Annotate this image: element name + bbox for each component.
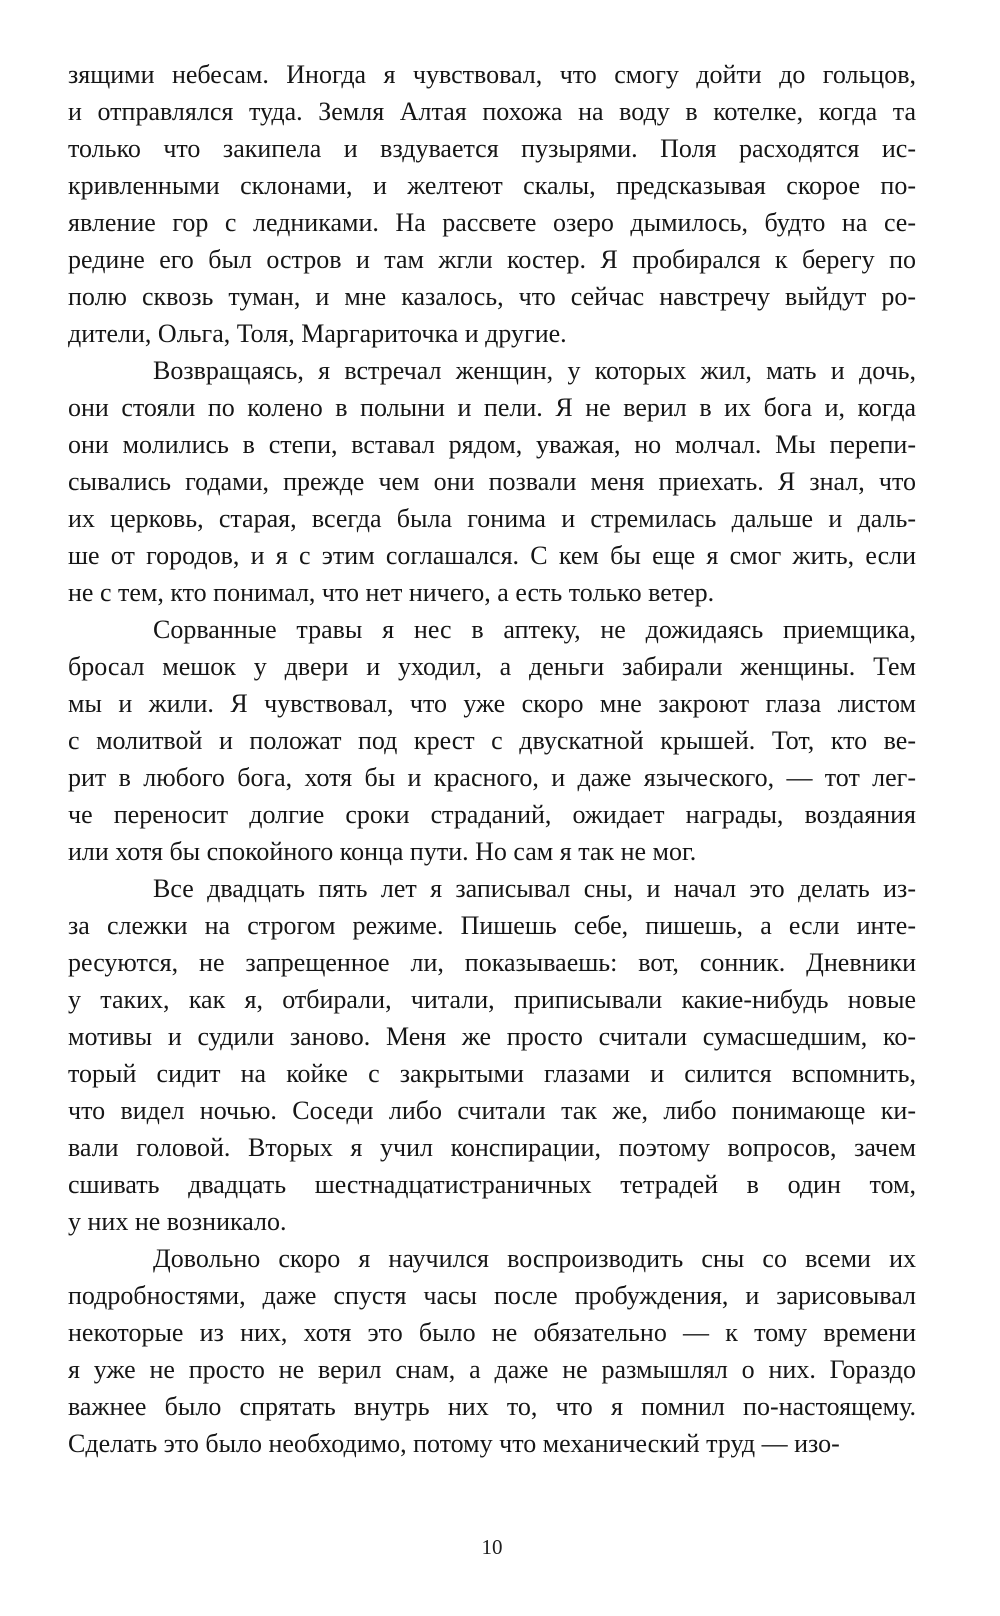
text-line: за слежки на строгом режиме. Пишешь себе, пишешь, а если инте- <box>68 911 916 940</box>
text-line: важнее было спрятать внутрь них то, что я помнил по-настоящему. <box>68 1392 916 1421</box>
text-line: Сорванные травы я нес в аптеку, не дожидаясь приемщика, <box>153 615 916 644</box>
text-line: ше от городов, и я с этим соглашался. С кем бы еще я смог жить, если <box>68 541 916 570</box>
text-line: вали головой. Вторых я учил конспирации, поэтому вопросов, зачем <box>68 1133 916 1162</box>
text-line: у них не возникало. <box>68 1207 287 1236</box>
text-line: мотивы и судили заново. Меня же просто считали сумасшедшим, ко- <box>68 1022 916 1051</box>
text-line: не с тем, кто понимал, что нет ничего, а есть только ветер. <box>68 578 715 607</box>
text-line: мы и жили. Я чувствовал, что уже скоро мне закроют глаза листом <box>68 689 916 718</box>
text-line: дители, Ольга, Толя, Маргариточка и другие. <box>68 319 567 348</box>
text-line: их церковь, старая, всегда была гонима и стремилась дальше и даль- <box>68 504 916 533</box>
text-line: сывались годами, прежде чем они позвали меня приехать. Я знал, что <box>68 467 916 496</box>
text-line: Все двадцать пять лет я записывал сны, и начал это делать из- <box>153 874 916 903</box>
text-line: че переносит долгие сроки страданий, ожидает награды, воздаяния <box>68 800 916 829</box>
text-line: сшивать двадцать шестнадцатистраничных тетрадей в один том, <box>68 1170 916 1199</box>
text-line: с молитвой и положат под крест с двускатной крышей. Тот, кто ве- <box>68 726 916 755</box>
text-line: торый сидит на койке с закрытыми глазами и силится вспомнить, <box>68 1059 916 1088</box>
text-line: зящими небесам. Иногда я чувствовал, что смогу дойти до гольцов, <box>68 60 916 89</box>
text-line: только что закипела и вздувается пузырями. Поля расходятся ис- <box>68 134 916 163</box>
text-line: Возвращаясь, я встречал женщин, у которых жил, мать и дочь, <box>153 356 916 385</box>
text-line: что видел ночью. Соседи либо считали так же, либо понимающе ки- <box>68 1096 916 1125</box>
text-line: ресуются, не запрещенное ли, показываешь: вот, сонник. Дневники <box>68 948 916 977</box>
text-line: я уже не просто не верил снам, а даже не размышлял о них. Гораздо <box>68 1355 916 1384</box>
text-line: у таких, как я, отбирали, читали, приписывали какие-нибудь новые <box>68 985 916 1014</box>
text-line: Довольно скоро я научился воспроизводить сны со всеми их <box>153 1244 916 1273</box>
text-line: они стояли по колено в полыни и пели. Я не верил в их бога и, когда <box>68 393 916 422</box>
text-line: Сделать это было необходимо, потому что механический труд — изо- <box>68 1429 840 1458</box>
text-line: бросал мешок у двери и уходил, а деньги забирали женщины. Тем <box>68 652 916 681</box>
text-line: редине его был остров и там жгли костер. Я пробирался к берегу по <box>68 245 916 274</box>
text-line: они молились в степи, вставал рядом, уважая, но молчал. Мы перепи- <box>68 430 916 459</box>
text-line: кривленными склонами, и желтеют скалы, предсказывая скорое по- <box>68 171 916 200</box>
text-line: или хотя бы спокойного конца пути. Но сам я так не мог. <box>68 837 697 866</box>
text-line: подробностями, даже спустя часы после пробуждения, и зарисовывал <box>68 1281 916 1310</box>
text-line: и отправлялся туда. Земля Алтая похожа на воду в котелке, когда та <box>68 97 916 126</box>
page-text <box>68 56 916 1462</box>
text-line: полю сквозь туман, и мне казалось, что сейчас навстречу выйдут ро- <box>68 282 916 311</box>
text-line: рит в любого бога, хотя бы и красного, и даже языческого, — тот лег- <box>68 763 916 792</box>
page-number: 10 <box>481 1535 503 1559</box>
text-line: явление гор с ледниками. На рассвете озеро дымилось, будто на се- <box>68 208 916 237</box>
text-line: некоторые из них, хотя это было не обязательно — к тому времени <box>68 1318 916 1347</box>
